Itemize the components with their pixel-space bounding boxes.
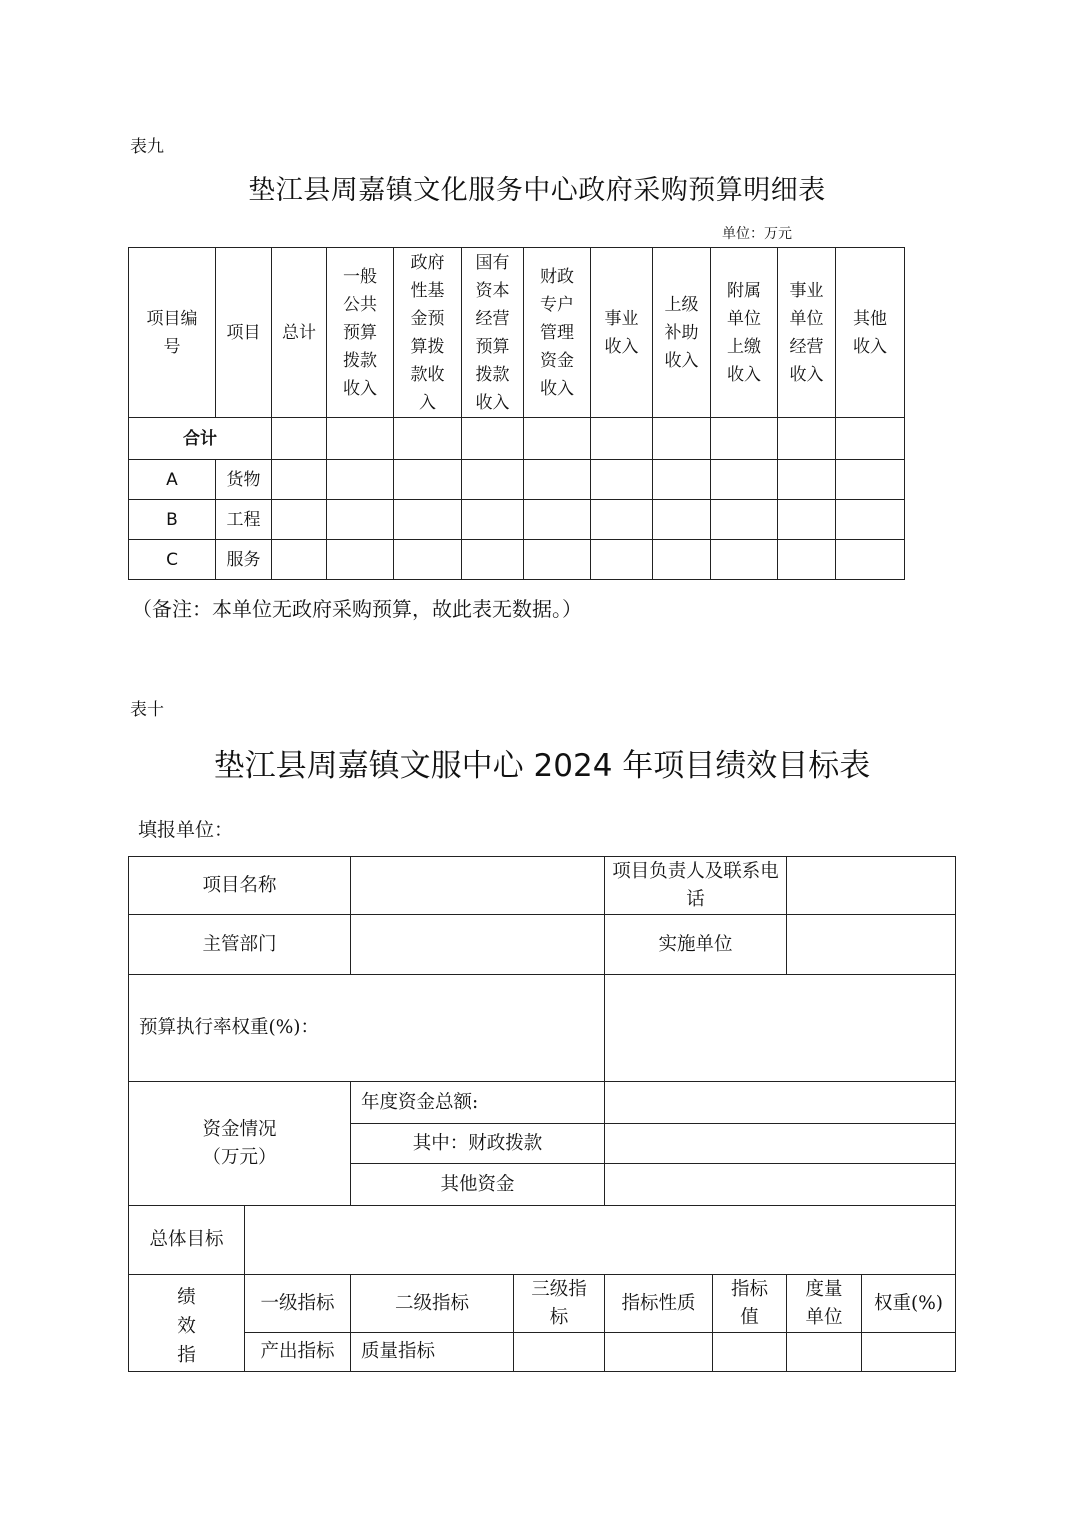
cell [653, 460, 711, 500]
table9 [128, 247, 905, 580]
cell [713, 1333, 787, 1372]
fill-unit-label: 填报单位： [138, 819, 234, 841]
cell [327, 460, 394, 500]
header-business-operating: 事业单位经营收入 [778, 248, 836, 418]
cell [327, 540, 394, 580]
header-other-income: 其他收入 [836, 248, 905, 418]
cell [653, 540, 711, 580]
cell [394, 418, 462, 460]
cell [711, 500, 778, 540]
nature-header: 指标性质 [605, 1275, 713, 1333]
row-item: 服务 [216, 540, 272, 580]
cell [327, 500, 394, 540]
cell [787, 1333, 862, 1372]
cell [394, 460, 462, 500]
cell [591, 540, 653, 580]
total-label: 合计 [129, 418, 272, 460]
row-item: 货物 [216, 460, 272, 500]
row-overall-goal [129, 1206, 956, 1275]
cell [711, 418, 778, 460]
row-annual-total [129, 1082, 956, 1124]
cell [711, 540, 778, 580]
fiscal-value [605, 1124, 956, 1164]
row-indicator-header [129, 1275, 956, 1333]
header-business-income: 事业收入 [591, 248, 653, 418]
row-output [129, 1333, 956, 1372]
measure-header: 度量单位 [787, 1275, 862, 1333]
cell [591, 418, 653, 460]
perf-indicator-label: 绩效指 [129, 1275, 245, 1372]
weight-header: 权重(%) [862, 1275, 956, 1333]
header-total: 总计 [272, 248, 327, 418]
table9-title: 垫江县周嘉镇文化服务中心政府采购预算明细表 [248, 175, 826, 206]
table9-total-row [129, 418, 905, 460]
cell [862, 1333, 956, 1372]
cell [272, 418, 327, 460]
cell [711, 460, 778, 500]
header-superior-subsidy: 上级补助收入 [653, 248, 711, 418]
cell [778, 540, 836, 580]
header-fiscal-account: 财政专户管理资金收入 [524, 248, 591, 418]
row-project-name [129, 857, 956, 915]
cell [524, 460, 591, 500]
cell [778, 460, 836, 500]
fund-status-label: 资金情况（万元） [129, 1082, 351, 1206]
cell [778, 500, 836, 540]
project-owner-value [787, 857, 956, 915]
cell [836, 540, 905, 580]
fiscal-label: 其中：财政拨款 [351, 1124, 605, 1164]
annual-total-label: 年度资金总额: [351, 1082, 605, 1124]
project-name-value [351, 857, 605, 915]
quality-label: 质量指标 [351, 1333, 514, 1372]
table10 [128, 856, 956, 1372]
cell [524, 418, 591, 460]
cell [653, 500, 711, 540]
table10-label: 表十 [130, 700, 164, 720]
value-header: 指标值 [713, 1275, 787, 1333]
header-general-budget: 一般公共预算拨款收入 [327, 248, 394, 418]
cell [836, 460, 905, 500]
row-budget-rate [129, 975, 956, 1082]
dept-label: 主管部门 [129, 915, 351, 975]
table-row [129, 500, 905, 540]
cell [394, 500, 462, 540]
cell [524, 500, 591, 540]
overall-goal-label: 总体目标 [129, 1206, 245, 1275]
cell [514, 1333, 605, 1372]
header-state-capital: 国有资本经营预算拨款收入 [462, 248, 524, 418]
table9-label: 表九 [130, 137, 164, 157]
cell [394, 540, 462, 580]
cell [836, 500, 905, 540]
annual-total-value [605, 1082, 956, 1124]
other-funds-value [605, 1164, 956, 1206]
cell [272, 460, 327, 500]
cell [462, 460, 524, 500]
row-code: B [129, 500, 216, 540]
impl-unit-label: 实施单位 [605, 915, 787, 975]
cell [462, 500, 524, 540]
cell [591, 500, 653, 540]
row-code: A [129, 460, 216, 500]
overall-goal-value [245, 1206, 956, 1275]
output-label: 产出指标 [245, 1333, 351, 1372]
header-project: 项目 [216, 248, 272, 418]
table9-note: （备注：本单位无政府采购预算，故此表无数据。） [132, 597, 582, 621]
row-code: C [129, 540, 216, 580]
header-project-code: 项目编号 [129, 248, 216, 418]
cell [605, 1333, 713, 1372]
cell [272, 500, 327, 540]
cell [327, 418, 394, 460]
header-gov-fund: 政府性基金预算拨款收入 [394, 248, 462, 418]
table-row [129, 540, 905, 580]
cell [653, 418, 711, 460]
row-dept [129, 915, 956, 975]
cell [272, 540, 327, 580]
dept-value [351, 915, 605, 975]
impl-unit-value [787, 915, 956, 975]
other-funds-label: 其他资金 [351, 1164, 605, 1206]
budget-rate-label: 预算执行率权重(%)： [129, 975, 605, 1082]
cell [836, 418, 905, 460]
project-name-label: 项目名称 [129, 857, 351, 915]
table9-header-row [129, 248, 905, 418]
budget-rate-value [605, 975, 956, 1082]
cell [591, 460, 653, 500]
row-item: 工程 [216, 500, 272, 540]
header-affiliated-unit: 附属单位上缴收入 [711, 248, 778, 418]
cell [524, 540, 591, 580]
level2-header: 二级指标 [351, 1275, 514, 1333]
cell [462, 540, 524, 580]
cell [778, 418, 836, 460]
level1-header: 一级指标 [245, 1275, 351, 1333]
project-owner-label: 项目负责人及联系电话 [605, 857, 787, 915]
table9-unit: 单位：万元 [722, 226, 792, 242]
table10-title: 垫江县周嘉镇文服中心 2024 年项目绩效目标表 [213, 748, 871, 784]
cell [462, 418, 524, 460]
table-row [129, 460, 905, 500]
level3-header: 三级指标 [514, 1275, 605, 1333]
